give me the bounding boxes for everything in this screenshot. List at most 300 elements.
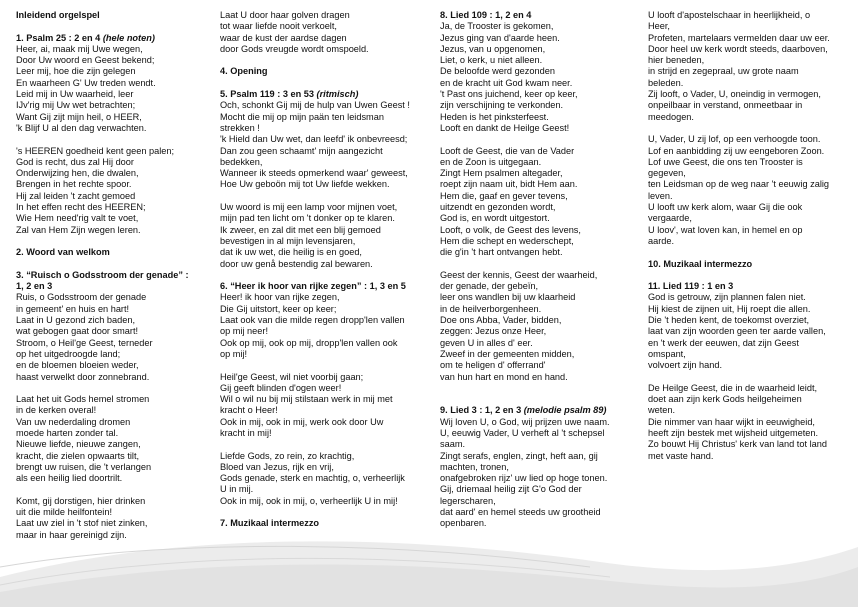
line-text: Jezus, van u opgenomen, — [440, 43, 546, 54]
line-text: Hem die, gaaf en gever tevens, — [440, 190, 568, 201]
text-line — [220, 292, 426, 303]
column-4 — [648, 10, 854, 462]
text-line — [16, 496, 222, 507]
text-line — [16, 146, 222, 157]
line-text: Ik zweer, en zal dit met een blij gemoed — [220, 224, 381, 235]
line-text: in de heilverborgenheen. — [440, 303, 542, 314]
line-text: De Heilge Geest, die in de waarheid leidt, — [648, 382, 818, 393]
text-line — [220, 168, 426, 179]
line-text: Ruis, o Godsstroom der genade — [16, 292, 147, 303]
text-line — [440, 146, 646, 157]
line-text: van hun hart en mond en hand. — [440, 371, 568, 382]
line-text: maar in haar gereinigd zijn. — [16, 529, 127, 540]
text-line — [440, 473, 646, 484]
text-line — [440, 484, 646, 495]
text-line — [16, 202, 222, 213]
line-text: Looft de Geest, die van de Vader — [440, 145, 575, 156]
text-line — [16, 168, 222, 179]
line-text: Wil o wil nu bij mij stilstaan werk in mij met — [220, 394, 393, 405]
line-note: (hele noten) — [102, 32, 155, 43]
line-text: De beloofde werd gezonden — [440, 66, 555, 77]
line-gap — [220, 270, 426, 281]
text-line — [220, 44, 426, 55]
column-2 — [220, 10, 426, 530]
line-text: saam. — [440, 439, 466, 450]
line-gap — [440, 383, 646, 394]
line-text: 'k Hield dan Uw wet, dan leefd' ik onbevreesd; — [220, 134, 408, 145]
line-text: Inleidend orgelspel — [16, 10, 100, 20]
line-text: omspant, — [648, 348, 686, 359]
line-text: Zo bouwt Hij Christus' kerk van land tot land — [648, 439, 827, 450]
text-line — [16, 191, 222, 202]
text-line — [648, 213, 854, 224]
line-text: U looft uw kerk alom, waar Gij die ook — [648, 202, 803, 213]
line-text: Laat het uit Gods hemel stromen — [16, 394, 150, 405]
line-text: Leer mij, hoe die zijn gelegen — [16, 66, 136, 77]
text-line — [220, 383, 426, 394]
text-line — [648, 78, 854, 89]
line-text: Liet, o kerk, u niet alleen. — [440, 55, 543, 66]
text-line — [220, 247, 426, 258]
line-text: 7. Muzikaal intermezzo — [220, 518, 320, 529]
text-line — [648, 304, 854, 315]
text-line — [16, 372, 222, 383]
line-text: machten, tronen, — [440, 461, 509, 472]
text-line — [220, 394, 426, 405]
text-line — [220, 112, 426, 123]
text-line — [16, 473, 222, 484]
line-text: Ook in mij, ook in mij, o, verheerlijk U in mij! — [220, 495, 398, 506]
text-line — [220, 372, 426, 383]
text-line — [16, 55, 222, 66]
text-line — [440, 417, 646, 428]
line-gap — [16, 21, 222, 32]
text-line — [220, 496, 426, 507]
section-heading — [16, 33, 222, 44]
line-text: IJv'rig mij Uw wet betrachten; — [16, 100, 136, 111]
line-text: Laat U door haar golven dragen — [220, 10, 350, 20]
text-line — [16, 417, 222, 428]
line-gap — [16, 134, 222, 145]
line-text: hier beneden, — [648, 55, 705, 66]
line-text: aarde. — [648, 235, 675, 246]
line-text: roept zijn naam uit, bidt Hem aan. — [440, 179, 578, 190]
text-line — [220, 33, 426, 44]
line-text: ten Leidsman op de weg naar 't eeuwig zalig — [648, 179, 830, 190]
text-line — [648, 405, 854, 416]
text-line — [440, 270, 646, 281]
text-line — [648, 179, 854, 190]
line-text: U, Vader, U zij lof, op een verhoogde toon. — [648, 134, 821, 145]
text-line — [440, 213, 646, 224]
section-heading — [648, 259, 854, 270]
text-line — [648, 383, 854, 394]
line-text: Profeten, martelaars vermelden daar uw eer. — [648, 32, 830, 43]
text-line — [440, 247, 646, 258]
line-text: mijn pad ten licht om 't donker op te klaren. — [220, 213, 395, 224]
line-text: U loov', wat loven kan, in hemel en op — [648, 224, 803, 235]
line-text: der genade, der gebeïn, — [440, 281, 539, 292]
text-line — [648, 146, 854, 157]
line-text: waar de kust der aardse dagen — [220, 32, 347, 43]
text-line — [220, 315, 426, 326]
line-gap — [16, 484, 222, 495]
line-text: Hoe Uw geboön mij tot Uw liefde wekken. — [220, 179, 390, 190]
line-text: 't Past ons juichend, keer op keer, — [440, 89, 578, 100]
text-line — [648, 168, 854, 179]
line-text: heeft zijn bestek met wijsheid uitgemeten. — [648, 427, 819, 438]
text-line — [220, 259, 426, 270]
line-gap — [220, 507, 426, 518]
line-text: Door Uw woord en Geest bekend; — [16, 55, 155, 66]
text-line — [220, 484, 426, 495]
line-text: kracht in mij! — [220, 427, 272, 438]
line-text: Zingt Hem psalmen altegader, — [440, 168, 563, 179]
line-text: doet aan zijn kerk Gods heilgeheimen — [648, 394, 802, 405]
text-line — [220, 225, 426, 236]
text-line — [648, 417, 854, 428]
line-text: Zweef in der gemeenten midden, — [440, 348, 575, 359]
line-text: Hij kiest de zijnen uit, Hij roept die allen. — [648, 303, 811, 314]
line-text: Brengen in het rechte spoor. — [16, 179, 132, 190]
line-gap — [440, 134, 646, 145]
section-heading — [16, 10, 222, 21]
line-text: 4. Opening — [220, 66, 268, 77]
line-text: Heer, — [648, 21, 670, 32]
line-text: dat aard' en hemel steeds uw grootheid — [440, 507, 601, 518]
line-text: Die Gij uitstort, keer op keer; — [220, 303, 337, 314]
line-text: Bloed van Jezus, rijk en vrij, — [220, 461, 334, 472]
line-text: Heil'ge Geest, wil niet voorbij gaan; — [220, 371, 364, 382]
text-line — [220, 146, 426, 157]
line-text: leven. — [648, 190, 673, 201]
text-line — [440, 66, 646, 77]
text-line — [440, 112, 646, 123]
line-text: Jezus ging van d'aarde heen. — [440, 32, 560, 43]
section-heading — [16, 270, 222, 281]
line-gap — [220, 191, 426, 202]
line-text: 6. “Heer ik hoor van rijke zegen” : 1, 3 en 5 — [220, 281, 406, 292]
text-line — [648, 439, 854, 450]
text-line — [648, 100, 854, 111]
line-text: God is, en wordt uitgestort. — [440, 213, 550, 224]
text-line — [16, 315, 222, 326]
line-text: moede harten zonder tal. — [16, 427, 119, 438]
text-line — [440, 236, 646, 247]
line-text: bedekken, — [220, 156, 263, 167]
line-text: Wie Hem need'rig valt te voet, — [16, 213, 139, 224]
line-text: 'k Blijf U al den dag verwachten. — [16, 122, 147, 133]
section-heading — [648, 281, 854, 292]
text-line — [440, 123, 646, 134]
text-line — [220, 326, 426, 337]
text-line — [220, 428, 426, 439]
text-line — [440, 55, 646, 66]
line-text: meedogen. — [648, 111, 694, 122]
line-text: 10. Muzikaal intermezzo — [648, 258, 753, 269]
text-line — [16, 462, 222, 473]
text-line — [220, 338, 426, 349]
section-heading — [220, 66, 426, 77]
line-gap — [16, 259, 222, 270]
line-text: U looft d'apostelschaar in heerlijkheid, o — [648, 10, 811, 20]
text-line — [440, 225, 646, 236]
line-text: Uw woord is mij een lamp voor mijnen voet, — [220, 202, 398, 213]
line-text: kracht, die zielen opwaarts tilt, — [16, 450, 140, 461]
line-text: als een heilig lied doortrilt. — [16, 473, 123, 484]
line-gap — [648, 372, 854, 383]
line-text: Stroom, o Heil'ge Geest, terneder — [16, 337, 153, 348]
text-line — [648, 44, 854, 55]
line-text: volvoert zijn hand. — [648, 360, 723, 371]
line-text: tot waar liefde nooit verkoelt, — [220, 21, 337, 32]
text-line — [440, 179, 646, 190]
text-line — [16, 439, 222, 450]
section-heading — [16, 281, 222, 292]
text-line — [648, 89, 854, 100]
text-line — [648, 428, 854, 439]
line-gap — [220, 78, 426, 89]
line-text: Heer, ai, maak mij Uwe wegen, — [16, 43, 143, 54]
line-text: uitzendt en gezonden wordt, — [440, 202, 556, 213]
text-line — [16, 304, 222, 315]
line-text: Ja, de Trooster is gekomen, — [440, 21, 554, 32]
text-line — [16, 213, 222, 224]
line-text: Die nimmer van haar wijkt in eeuwigheid, — [648, 416, 815, 427]
text-line — [648, 202, 854, 213]
line-text: kracht o Heer! — [220, 405, 278, 416]
text-line — [440, 518, 646, 529]
text-line — [648, 55, 854, 66]
text-line — [16, 44, 222, 55]
line-text: Zij looft, o Vader, U, oneindig in vermogen, — [648, 89, 821, 100]
text-line — [440, 281, 646, 292]
line-text: God is getrouw, zijn plannen falen niet. — [648, 292, 806, 303]
line-text: Die 't heden kent, de toekomst overziet, — [648, 315, 810, 326]
line-text: op het uitgedroogde land; — [16, 348, 121, 359]
line-gap — [220, 55, 426, 66]
line-text: U in mij. — [220, 484, 254, 495]
line-text: 8. Lied 109 : 1, 2 en 4 — [440, 10, 532, 20]
text-line — [16, 507, 222, 518]
line-text: In het effen recht des HEEREN; — [16, 202, 146, 213]
line-text: brengt uw ruisen, die 't verlangen — [16, 461, 152, 472]
line-text: die g'in 't hart ontvangen hebt. — [440, 247, 563, 258]
text-line — [220, 202, 426, 213]
section-heading — [440, 405, 646, 416]
text-line — [16, 451, 222, 462]
line-text: openbaren. — [440, 518, 487, 529]
line-text: door Gods vreugde wordt omspoeld. — [220, 43, 369, 54]
text-line — [220, 134, 426, 145]
text-line — [440, 338, 646, 349]
text-line — [16, 360, 222, 371]
line-text: Dan zou geen schaamt' mijn aangezicht — [220, 145, 383, 156]
line-text: Van uw nederdaling dromen — [16, 416, 131, 427]
text-line — [648, 66, 854, 77]
text-line — [16, 518, 222, 529]
line-text: Nieuwe liefde, nieuwe zangen, — [16, 439, 141, 450]
text-line — [16, 349, 222, 360]
line-gap — [220, 360, 426, 371]
text-line — [16, 157, 222, 168]
line-text: en de kracht uit God kwam neer. — [440, 77, 573, 88]
text-line — [220, 21, 426, 32]
line-text: om te heligen d' offerrand' — [440, 360, 546, 371]
text-line — [440, 304, 646, 315]
text-line — [648, 451, 854, 462]
line-text: en de Zoon is uitgegaan. — [440, 156, 542, 167]
line-text: beleden. — [648, 77, 684, 88]
text-line — [648, 292, 854, 303]
line-text: strekken ! — [220, 122, 260, 133]
text-line — [440, 292, 646, 303]
text-line — [440, 372, 646, 383]
text-line — [648, 225, 854, 236]
line-text: Leid mij in Uw waarheid, leer — [16, 89, 134, 100]
section-heading — [16, 247, 222, 258]
text-line — [440, 439, 646, 450]
line-text: in strijd en zegepraal, uw grote naam — [648, 66, 799, 77]
text-line — [220, 417, 426, 428]
line-text: Door heel uw kerk wordt steeds, daarboven, — [648, 43, 828, 54]
text-line — [440, 326, 646, 337]
line-text: legerscharen, — [440, 495, 496, 506]
line-text: wat gebogen gaat door smart! — [16, 326, 139, 337]
line-text: Wanneer ik steeds opmerkend waar' geweest, — [220, 168, 408, 179]
text-line — [440, 451, 646, 462]
text-line — [16, 338, 222, 349]
line-text: zeggen: Jezus onze Heer, — [440, 326, 547, 337]
line-text: Hij zal leiden 't zacht gemoed — [16, 190, 136, 201]
line-text: Heden is het pinksterfeest. — [440, 111, 549, 122]
column-3 — [440, 10, 646, 530]
line-text: Ook in mij, ook in mij, werk ook door Uw — [220, 416, 384, 427]
text-line — [440, 507, 646, 518]
text-line — [648, 326, 854, 337]
line-gap — [648, 270, 854, 281]
line-note: (melodie psalm 89) — [523, 405, 607, 416]
line-text: Komt, gij dorstigen, hier drinken — [16, 495, 146, 506]
line-text: haast verwelkt door zonnebrand. — [16, 371, 150, 382]
text-line — [648, 394, 854, 405]
line-text: 's HEEREN goedheid kent geen palen; — [16, 145, 175, 156]
line-text: Looft, o volk, de Geest des levens, — [440, 224, 581, 235]
line-text: 1, 2 en 3 — [16, 281, 53, 292]
text-line — [16, 292, 222, 303]
line-text: Wij loven U, o God, wij prijzen uwe naam. — [440, 416, 610, 427]
text-line — [648, 10, 854, 21]
line-text: Laat in U gezond zich baden, — [16, 315, 136, 326]
line-text: zijn verschijning te verkonden. — [440, 100, 564, 111]
text-line — [648, 315, 854, 326]
text-line — [648, 349, 854, 360]
line-text: in gemeent' en huis en hart! — [16, 303, 130, 314]
line-text: Laat uw ziel in 't stof niet zinken, — [16, 518, 148, 529]
line-text: Geest der kennis, Geest der waarheid, — [440, 269, 598, 280]
line-text: en 't werk der eeuwen, dat zijn Geest — [648, 337, 799, 348]
text-line — [220, 349, 426, 360]
text-line — [648, 236, 854, 247]
text-line — [16, 326, 222, 337]
text-line — [440, 315, 646, 326]
section-heading — [220, 281, 426, 292]
line-text: onafgebroken rijz' uw lied op hoge tonen. — [440, 473, 608, 484]
line-text: 11. Lied 119 : 1 en 3 — [648, 281, 734, 292]
text-line — [440, 168, 646, 179]
line-text: Mocht die mij op mijn paän ten leidsman — [220, 111, 384, 122]
text-line — [440, 78, 646, 89]
line-text: Ook op mij, ook op mij, dropp'len vallen ook — [220, 337, 398, 348]
line-text: weten. — [648, 405, 676, 416]
line-text: leer ons wandlen bij uw klaarheid — [440, 292, 576, 303]
text-line — [220, 236, 426, 247]
line-text: Zal van Hem Zijn wegen leren. — [16, 224, 141, 235]
text-line — [648, 33, 854, 44]
text-line — [440, 100, 646, 111]
line-text: 9. Lied 3 : 1, 2 en 3 — [440, 405, 524, 416]
text-line — [16, 100, 222, 111]
text-line — [16, 112, 222, 123]
line-text: Gij, driemaal heilig zijt G'o God der — [440, 484, 582, 495]
line-note: (ritmisch) — [316, 89, 359, 100]
line-text: Want Gij zijt mijn heil, o HEER, — [16, 111, 142, 122]
text-line — [648, 191, 854, 202]
text-line — [16, 225, 222, 236]
text-line — [16, 123, 222, 134]
line-text: 2. Woord van welkom — [16, 247, 110, 258]
text-line — [440, 349, 646, 360]
line-text: Liefde Gods, zo rein, zo krachtig, — [220, 450, 355, 461]
line-gap — [220, 439, 426, 450]
line-text: Lof en aanbidding zij uw eengeboren Zoon. — [648, 145, 825, 156]
text-line — [16, 66, 222, 77]
text-line — [220, 213, 426, 224]
text-line — [220, 179, 426, 190]
line-text: Heer! ik hoor van rijke zegen, — [220, 292, 340, 303]
line-text: door uw genå bestendig zal bewaren. — [220, 258, 373, 269]
line-text: 1. Psalm 25 : 2 en 4 — [16, 32, 103, 43]
text-line — [648, 338, 854, 349]
text-line — [440, 157, 646, 168]
line-gap — [440, 394, 646, 405]
line-gap — [648, 247, 854, 258]
text-line — [220, 157, 426, 168]
line-text: vergaarde, — [648, 213, 692, 224]
text-line — [440, 21, 646, 32]
line-text: in de kerken overal! — [16, 405, 97, 416]
line-text: geven U in alles d' eer. — [440, 337, 533, 348]
line-text: gegeven, — [648, 168, 686, 179]
line-text: Zingt serafs, englen, zingt, heft aan, gij — [440, 450, 598, 461]
line-text: op mij neer! — [220, 326, 269, 337]
line-text: Gods genade, sterk en machtig, o, verheerlijk — [220, 473, 405, 484]
line-text: En waarheen G' Uw treden wendt. — [16, 77, 156, 88]
column-1 — [16, 10, 222, 541]
text-line — [440, 44, 646, 55]
line-text: laat van zijn woorden geen ter aarde vallen, — [648, 326, 826, 337]
line-gap — [440, 259, 646, 270]
line-text: Onderwijzing hen, die dwalen, — [16, 168, 139, 179]
line-text: onpeilbaar in verstand, onmeetbaar in — [648, 100, 803, 111]
line-text: 5. Psalm 119 : 3 en 53 — [220, 89, 317, 100]
line-text: met vaste hand. — [648, 450, 714, 461]
text-line — [440, 496, 646, 507]
text-line — [220, 100, 426, 111]
line-text: Hem die schept en wederschept, — [440, 235, 574, 246]
text-line — [220, 462, 426, 473]
text-line — [440, 33, 646, 44]
